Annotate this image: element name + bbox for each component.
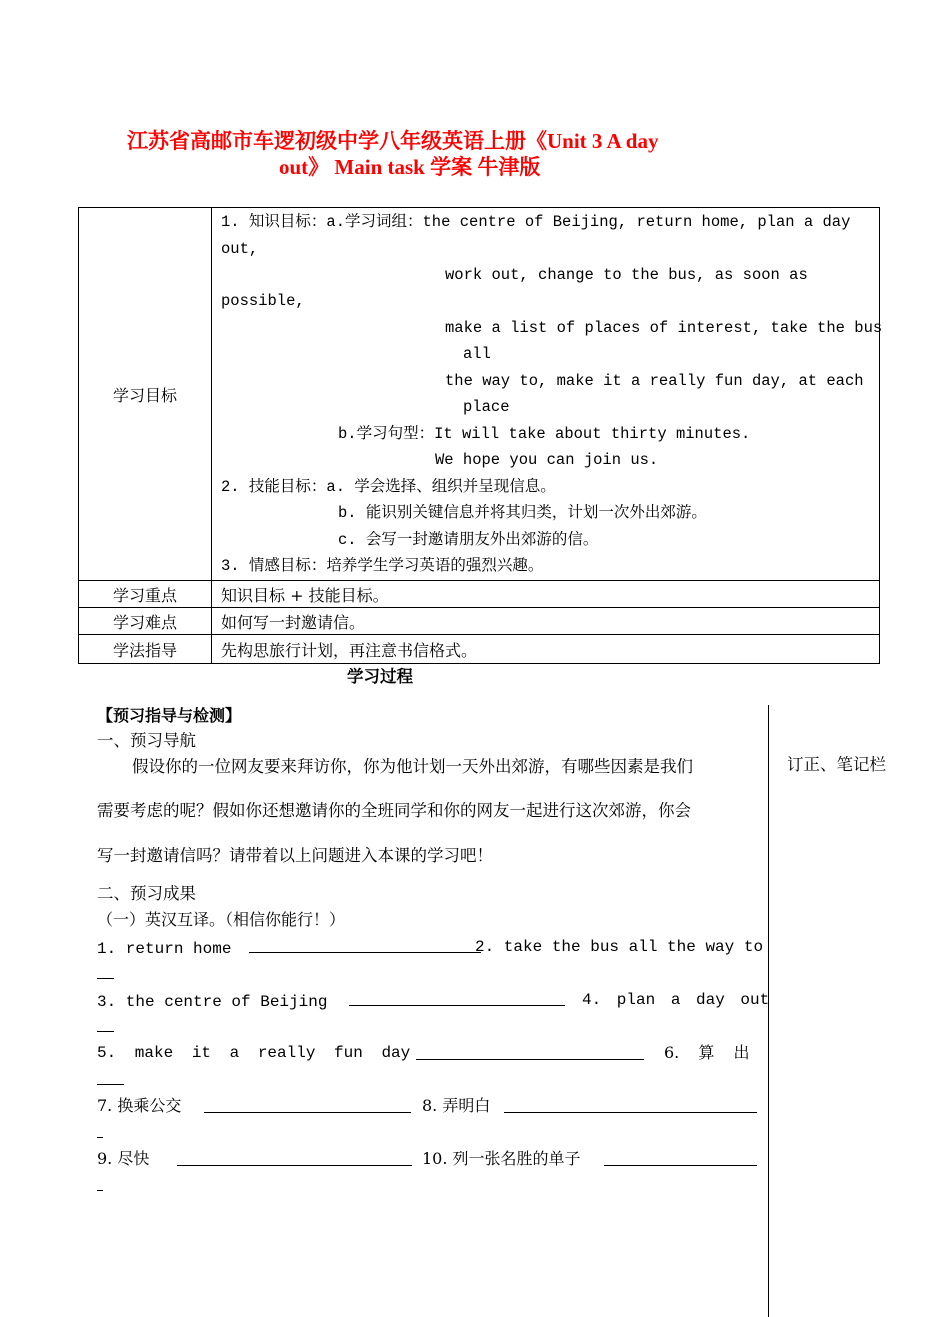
objectives-content xyxy=(212,208,883,581)
exercise-item: 8. 弄明白 xyxy=(422,1096,491,1115)
answer-blank[interactable] xyxy=(177,1149,412,1166)
exercise-item: 2. take the bus all the way to xyxy=(475,938,764,956)
exercise-item: 3. the centre of Beijing xyxy=(97,993,328,1011)
answer-blank-continued[interactable] xyxy=(97,1137,103,1138)
exercise-item: 1. return home xyxy=(97,940,232,958)
exercise-item: 5. make it a really fun day xyxy=(97,1044,411,1062)
objective-line: out, xyxy=(221,240,259,258)
answer-blank-continued[interactable] xyxy=(97,1084,124,1085)
preview-nav-line: 需要考虑的呢？假如你还想邀请你的全班同学和你的网友一起进行这次郊游，你会 xyxy=(97,801,691,820)
exercise-item: 7. 换乘公交 xyxy=(97,1096,182,1115)
objective-line: 3. 情感目标：培养学生学习英语的强烈兴趣。 xyxy=(221,557,544,575)
answer-blank[interactable] xyxy=(416,1043,644,1060)
objective-line: work out, change to the bus, as soon as xyxy=(445,266,808,284)
key-points-value: 知识目标 + 技能目标。 xyxy=(212,581,880,608)
exercise-item: 10. 列一张名胜的单子 xyxy=(422,1149,581,1168)
answer-blank-continued[interactable] xyxy=(97,978,114,979)
objective-line: 1. 知识目标：a.学习词组：the centre of Beijing, return home, plan a day xyxy=(221,213,851,231)
objective-line: all xyxy=(463,345,491,363)
translate-exercise-title: （一）英汉互译。（相信你能行！） xyxy=(97,910,346,929)
difficulties-value: 如何写一封邀请信。 xyxy=(212,608,880,635)
answer-blank[interactable] xyxy=(504,1096,757,1113)
objective-line: We hope you can join us. xyxy=(435,451,659,469)
answer-blank[interactable] xyxy=(604,1149,757,1166)
exercise-item: 9. 尽快 xyxy=(97,1149,150,1168)
exercise-row xyxy=(97,1042,410,1064)
exercise-row xyxy=(97,936,481,960)
objectives-table xyxy=(78,207,883,664)
difficulties-label: 学习难点 xyxy=(79,608,212,635)
objective-line: c. 会写一封邀请朋友外出郊游的信。 xyxy=(338,531,599,549)
notes-divider xyxy=(768,705,769,1317)
method-label: 学法指导 xyxy=(79,635,212,664)
objective-line: 2. 技能目标：a. 学会选择、组织并呈现信息。 xyxy=(221,478,556,496)
objectives-label: 学习目标 xyxy=(79,208,212,581)
exercise-row xyxy=(97,1095,181,1117)
exercise-item: 6. 算 出 xyxy=(664,1043,750,1062)
notes-column-label: 订正、笔记栏 xyxy=(787,755,886,774)
objective-line: b.学习句型：It will take about thirty minutes. xyxy=(338,425,751,443)
objective-line: possible, xyxy=(221,292,305,310)
exercise-row xyxy=(97,989,565,1013)
doc-title-line2: out》 Main task 学案 牛津版 xyxy=(279,155,541,179)
exercise-item: 4. plan a day out xyxy=(582,991,770,1009)
preview-results-title: 二、预习成果 xyxy=(97,884,196,903)
preview-nav-line: 假设你的一位网友要来拜访你，你为他计划一天外出郊游，有哪些因素是我们 xyxy=(132,757,693,776)
preview-nav-line: 写一封邀请信吗？请带着以上问题进入本课的学习吧！ xyxy=(97,846,493,865)
answer-blank-continued[interactable] xyxy=(97,1190,103,1191)
doc-title-line1: 江苏省高邮市车逻初级中学八年级英语上册《Unit 3 A day xyxy=(127,129,659,153)
answer-blank[interactable] xyxy=(204,1096,411,1113)
preview-section-title: 【预习指导与检测】 xyxy=(97,706,242,725)
preview-nav-title: 一、预习导航 xyxy=(97,731,196,750)
objective-line: place xyxy=(463,398,510,416)
objective-line: make a list of places of interest, take the bus xyxy=(445,319,883,337)
process-heading: 学习过程 xyxy=(347,667,413,686)
objective-line: the way to, make it a really fun day, at each xyxy=(445,372,864,390)
method-value: 先构思旅行计划，再注意书信格式。 xyxy=(212,635,880,664)
objective-line: b. 能识别关键信息并将其归类，计划一次外出郊游。 xyxy=(338,504,707,522)
exercise-row xyxy=(97,1148,149,1170)
answer-blank-continued[interactable] xyxy=(97,1031,114,1032)
key-points-label: 学习重点 xyxy=(79,581,212,608)
answer-blank[interactable] xyxy=(349,989,565,1006)
answer-blank[interactable] xyxy=(249,936,481,953)
